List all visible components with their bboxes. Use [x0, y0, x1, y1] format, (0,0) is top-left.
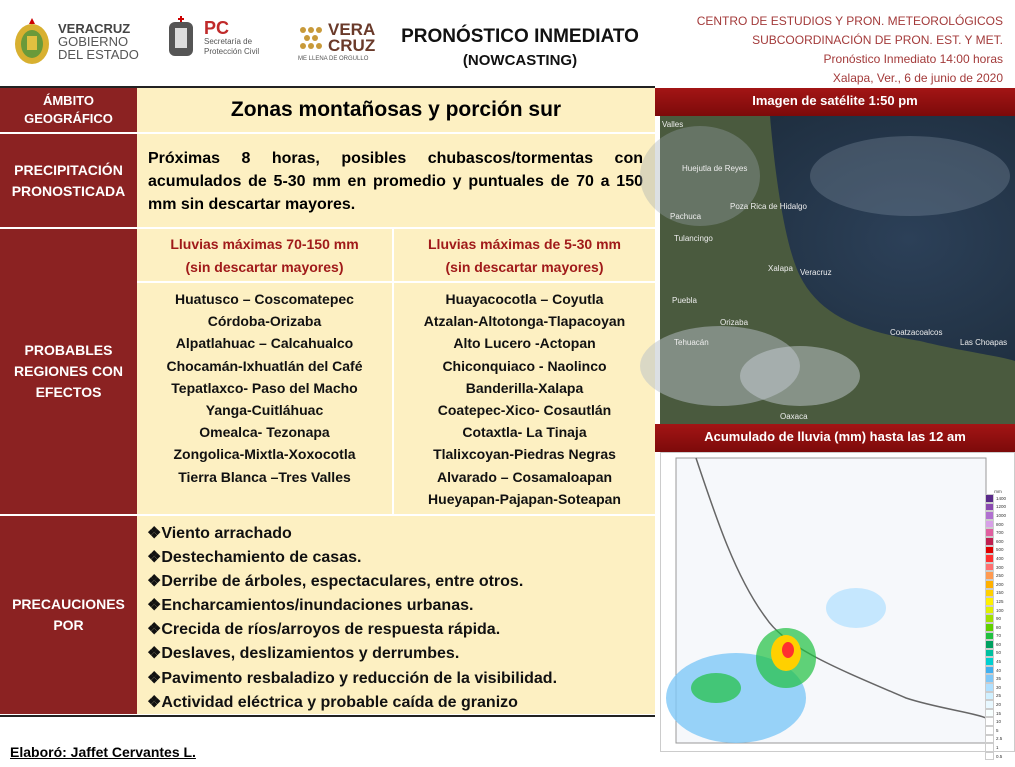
region-item: Chiconquiaco - Naolinco — [442, 357, 607, 374]
col1-header — [137, 229, 394, 283]
bullet-icon: ❖ — [147, 621, 162, 639]
legend-entry — [985, 494, 1011, 503]
legend-value: 400 — [996, 555, 1004, 561]
bullet-icon: ❖ — [147, 525, 162, 542]
legend-value: 250 — [996, 573, 1004, 579]
bullet-icon: ❖ — [147, 669, 162, 687]
legend-value: 50 — [996, 650, 1002, 656]
legend-entry — [985, 726, 1011, 735]
place-label: Puebla — [672, 296, 697, 305]
legend-value: 35 — [996, 676, 1002, 682]
rain-accumulation-map — [660, 452, 1015, 759]
legend-entry — [985, 563, 1011, 572]
place-label: Tulancingo — [674, 234, 713, 243]
legend-swatch — [985, 726, 994, 735]
legend-swatch — [985, 700, 994, 709]
pc-logo — [164, 16, 259, 60]
precaution-item — [147, 522, 645, 546]
legend-value: 5 — [996, 727, 999, 733]
precaution-item — [147, 570, 645, 594]
region-item: Córdoba-Orizaba — [207, 313, 322, 330]
legend-entry — [985, 537, 1011, 546]
region-item: Zongolica-Mixtla-Xoxocotla — [173, 446, 356, 463]
satellite-title: Imagen de satélite 1:50 pm — [655, 88, 1015, 116]
legend-unit: mm — [994, 489, 1002, 494]
region-item: Huatusco – Coscomatepec — [175, 291, 354, 307]
region-item: Alvarado – Cosamaloapan — [436, 468, 613, 485]
region-item: Chocamán-Ixhuatlán del Café — [166, 357, 363, 374]
precaution-text: Encharcamientos/inundaciones urbanas. — [161, 597, 474, 615]
legend-swatch — [985, 692, 994, 701]
col2-header-line1: Lluvias máximas de 5-30 mm — [428, 236, 621, 252]
legend-swatch — [985, 649, 994, 658]
legend-value: 10 — [996, 719, 1002, 725]
legend-swatch — [985, 717, 994, 726]
region-item: Yanga-Cuitláhuac — [205, 402, 324, 419]
precipitacion-label: PRECIPITACIÓN PRONOSTICADA — [0, 134, 137, 229]
legend-swatch — [985, 666, 994, 675]
legend-value: 700 — [996, 530, 1004, 536]
bullet-icon: ❖ — [147, 549, 162, 567]
legend-swatch — [985, 674, 994, 683]
precaution-item — [147, 642, 645, 666]
legend-value: 25 — [996, 693, 1002, 699]
legend-swatch — [985, 589, 994, 598]
legend-swatch — [985, 554, 994, 563]
place-label: Orizaba — [720, 318, 749, 327]
veracruz-line1: VERA — [328, 20, 376, 39]
region-item: Banderilla-Xalapa — [465, 379, 584, 396]
place-label: Tehuacán — [674, 338, 709, 347]
place-label: Veracruz — [800, 268, 832, 277]
legend-swatch — [985, 623, 994, 632]
place-label: Coatzacoalcos — [890, 328, 943, 337]
bullet-icon: ❖ — [147, 645, 162, 663]
bullet-icon: ❖ — [147, 597, 162, 615]
author-credit: Elaboró: Jaffet Cervantes L. — [10, 744, 196, 760]
legend-value: 15 — [996, 710, 1002, 716]
legend-swatch — [985, 597, 994, 606]
legend-value: 60 — [996, 641, 1002, 647]
legend-swatch — [985, 503, 994, 512]
place-label: Las Choapas — [960, 338, 1008, 347]
legend-value: 1 — [996, 745, 999, 751]
place-label: Oaxaca — [780, 412, 808, 421]
legend-entry — [985, 589, 1011, 598]
title-main: PRONÓSTICO INMEDIATO — [401, 26, 639, 47]
regiones-label: PROBABLES REGIONES CON EFECTOS — [0, 229, 137, 516]
region-item: Tierra Blanca –Tres Valles — [178, 468, 351, 485]
bullet-icon: ❖ — [147, 573, 162, 591]
region-item: Coatepec-Xico- Cosautlán — [437, 402, 612, 419]
place-label: Xalapa — [768, 264, 793, 273]
col2-header-line2: (sin descartar mayores) — [445, 259, 604, 275]
region-item: Atzalan-Altotonga-Tlapacoyan — [423, 313, 626, 330]
legend-entry — [985, 632, 1011, 641]
region-item: Alpatlahuac – Calcahualco — [175, 335, 354, 352]
legend-entry — [985, 554, 1011, 563]
legend-entry — [985, 700, 1011, 709]
legend-value: 20 — [996, 702, 1002, 708]
page-title — [385, 26, 655, 69]
legend-swatch — [985, 520, 994, 529]
legend-swatch — [985, 528, 994, 537]
legend-swatch — [985, 571, 994, 580]
legend-swatch — [985, 537, 994, 546]
pc-abbr: PC — [204, 18, 230, 38]
legend-value: 40 — [996, 667, 1002, 673]
precaution-text: Derribe de árboles, espectaculares, entre otros. — [161, 573, 524, 591]
legend-swatch — [985, 743, 994, 752]
legend-value: 2.5 — [996, 736, 1003, 742]
legend-entry — [985, 666, 1011, 675]
precauciones-list — [137, 516, 655, 716]
legend-entry — [985, 640, 1011, 649]
region-item: Hueyapan-Pajapan-Soteapan — [428, 490, 621, 507]
legend-swatch — [985, 546, 994, 555]
precipitacion-value: Próximas 8 horas, posibles chubascos/tormentas con acumulados de 5-30 mm en promedio y puntuales de 70 a 150 mm sin descartar mayores. — [137, 134, 655, 229]
legend-value: 80 — [996, 624, 1002, 630]
legend-swatch — [985, 606, 994, 615]
precaution-text: Pavimento resbaladizo y reducción de la visibilidad. — [161, 669, 558, 687]
legend-entry — [985, 597, 1011, 606]
legend-swatch — [985, 511, 994, 520]
legend-entry — [985, 752, 1011, 761]
header-line: Pronóstico Inmediato 14:00 horas — [823, 52, 1003, 66]
legend-value: 300 — [996, 564, 1004, 570]
legend-entry — [985, 735, 1011, 744]
pc-shield-icon — [164, 16, 198, 60]
pc-line2: Protección Civil — [204, 47, 260, 56]
legend-swatch — [985, 563, 994, 572]
legend-swatch — [985, 735, 994, 744]
legend-value: 45 — [996, 659, 1002, 665]
place-label: Valles — [662, 120, 684, 129]
region-item: Alto Lucero -Actopan — [453, 335, 596, 352]
region-item: Huayacocotla – Coyutla — [445, 291, 604, 307]
legend-swatch — [985, 709, 994, 718]
legend-entry — [985, 528, 1011, 537]
veracruz-brand-logo — [298, 22, 375, 62]
header-line: CENTRO DE ESTUDIOS Y PRON. METEOROLÓGICOS — [696, 14, 1003, 28]
legend-entry — [985, 674, 1011, 683]
legend-entry — [985, 571, 1011, 580]
legend-value: 100 — [996, 607, 1004, 613]
legend-value: 1400 — [996, 495, 1007, 501]
precauciones-label: PRECAUCIONES POR — [0, 516, 137, 716]
veracruz-tagline: ME LLENA DE ORGULLO — [298, 56, 369, 62]
precaution-text: Deslaves, deslizamientos y derrumbes. — [161, 645, 460, 663]
institution-header — [697, 12, 1003, 88]
precaution-item — [147, 667, 645, 691]
gobierno-line1: VERACRUZ — [58, 20, 131, 36]
legend-swatch — [985, 580, 994, 589]
precaution-text: Actividad eléctrica y probable caída de granizo — [161, 693, 518, 711]
legend-swatch — [985, 640, 994, 649]
legend-entry — [985, 683, 1011, 692]
ambito-value: Zonas montañosas y porción sur — [137, 88, 655, 134]
col2-list — [394, 283, 655, 516]
header-line: SUBCOORDINACIÓN DE PRON. EST. Y MET. — [752, 33, 1003, 47]
legend-entry — [985, 546, 1011, 555]
legend-swatch — [985, 494, 994, 503]
place-label: Poza Rica de Hidalgo — [730, 202, 807, 211]
legend-entry — [985, 717, 1011, 726]
col2-header — [394, 229, 655, 283]
bullet-icon: ❖ — [147, 693, 162, 711]
veracruz-line2: CRUZ — [328, 36, 376, 55]
pattern-icon — [298, 25, 324, 51]
legend-entry — [985, 649, 1011, 658]
region-item: Tlalixcoyan-Piedras Negras — [433, 446, 616, 463]
legend-entry — [985, 692, 1011, 701]
legend-swatch — [985, 632, 994, 641]
legend-value: 800 — [996, 521, 1004, 527]
precaution-text: Viento arrachado — [161, 525, 292, 542]
legend-value: 200 — [996, 581, 1004, 587]
legend-value: 150 — [996, 590, 1004, 596]
place-label: Pachuca — [670, 212, 702, 221]
col1-list — [137, 283, 394, 516]
legend-value: 70 — [996, 633, 1002, 639]
legend-value: 125 — [996, 598, 1004, 604]
satellite-image — [660, 116, 1015, 424]
gobierno-line3: DEL ESTADO — [58, 46, 139, 62]
legend-entry — [985, 743, 1011, 752]
legend-value: 1200 — [996, 504, 1007, 510]
legend-entry — [985, 614, 1011, 623]
col1-header-line2: (sin descartar mayores) — [185, 259, 344, 275]
gobierno-logo — [12, 16, 139, 66]
region-item: Omealca- Tezonapa — [199, 424, 330, 441]
legend-value: 90 — [996, 616, 1002, 622]
legend-value: 1000 — [996, 512, 1007, 518]
legend-entry — [985, 511, 1011, 520]
coat-of-arms-icon — [12, 16, 52, 66]
rain-legend — [985, 489, 1011, 760]
legend-swatch — [985, 683, 994, 692]
col1-header-line1: Lluvias máximas 70-150 mm — [170, 236, 359, 252]
precaution-item — [147, 691, 645, 715]
precaution-text: Destechamiento de casas. — [161, 549, 362, 567]
legend-swatch — [985, 657, 994, 666]
region-item: Cotaxtla- La Tinaja — [462, 424, 587, 441]
legend-value: 500 — [996, 547, 1004, 553]
precaution-item — [147, 594, 645, 618]
place-label: Huejutla de Reyes — [682, 164, 748, 173]
legend-entry — [985, 580, 1011, 589]
legend-swatch — [985, 614, 994, 623]
legend-value: 30 — [996, 684, 1002, 690]
precaution-item — [147, 618, 645, 642]
header-line: Xalapa, Ver., 6 de junio de 2020 — [832, 71, 1003, 85]
rain-map-title: Acumulado de lluvia (mm) hasta las 12 am — [655, 424, 1015, 452]
pc-line1: Secretaría de — [204, 37, 253, 46]
legend-value: 0.5 — [996, 753, 1003, 759]
ambito-label: ÁMBITO GEOGRÁFICO — [0, 88, 137, 134]
legend-entry — [985, 503, 1011, 512]
legend-entry — [985, 709, 1011, 718]
region-item: Tepatlaxco- Paso del Macho — [171, 379, 358, 396]
title-sub: (NOWCASTING) — [462, 52, 578, 69]
legend-entry — [985, 606, 1011, 615]
legend-swatch — [985, 752, 994, 761]
legend-value: 600 — [996, 538, 1004, 544]
legend-entry — [985, 623, 1011, 632]
legend-entry — [985, 657, 1011, 666]
precaution-item — [147, 546, 645, 570]
legend-entry — [985, 520, 1011, 529]
precaution-text: Crecida de ríos/arroyos de respuesta rápida. — [161, 621, 501, 639]
gobierno-line2: GOBIERNO — [58, 33, 129, 49]
